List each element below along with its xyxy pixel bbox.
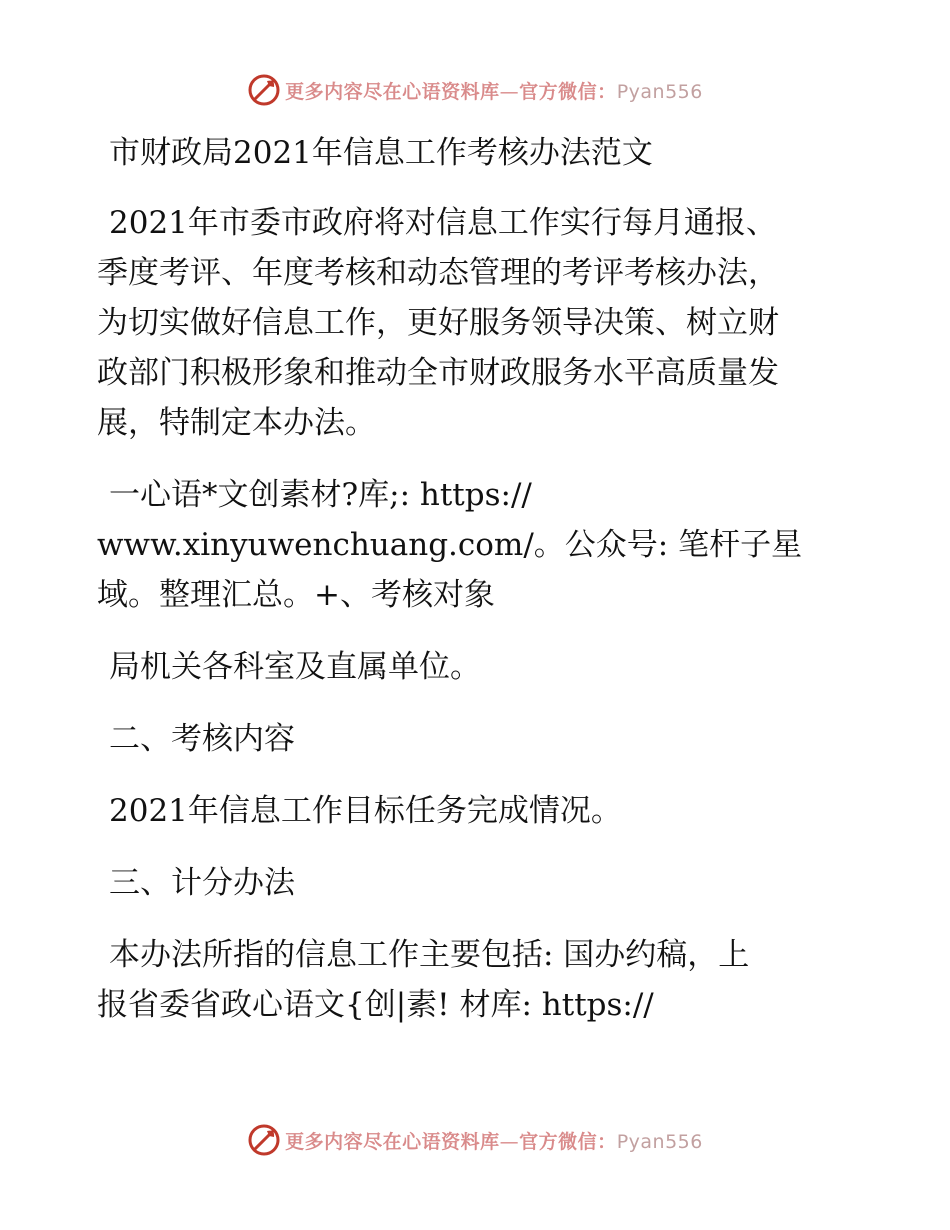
banner-text bbox=[285, 77, 703, 104]
banner-official-label: 官方微信： bbox=[519, 80, 617, 103]
intro-line: 季度考评、年度考核和动态管理的考评考核办法， bbox=[97, 255, 779, 291]
document-title: 市财政局2021年信息工作考核办法范文 bbox=[109, 135, 653, 171]
intro-line: 展，特制定本办法。 bbox=[97, 405, 376, 441]
section3-line: 本办法所指的信息工作主要包括: 国办约稿，上 bbox=[109, 937, 750, 973]
quill-logo-icon bbox=[247, 1123, 281, 1157]
header-banner bbox=[0, 70, 950, 110]
promo-line: www.xinyuwenchuang.com/。公众号: 笔杆子星 bbox=[97, 527, 803, 563]
intro-paragraph bbox=[97, 198, 857, 448]
promo-line: 一心语*文创素材?库;: https:// bbox=[109, 477, 532, 513]
banner-separator: — bbox=[499, 1130, 520, 1153]
intro-line: 政部门积极形象和推动全市财政服务水平高质量发 bbox=[97, 355, 779, 391]
intro-line: 2021年市委市政府将对信息工作实行每月通报、 bbox=[109, 205, 777, 241]
banner-main-text: 更多内容尽在心语资料库 bbox=[285, 80, 500, 103]
banner-wechat-id: Pyan556 bbox=[616, 80, 703, 103]
banner-main-text: 更多内容尽在心语资料库 bbox=[285, 1130, 500, 1153]
intro-line: 为切实做好信息工作，更好服务领导决策、树立财 bbox=[97, 305, 779, 341]
promo-line: 域。整理汇总。+、考核对象 bbox=[97, 577, 495, 613]
section2-heading: 二、考核内容 bbox=[109, 721, 295, 757]
banner-separator: — bbox=[499, 80, 520, 103]
banner-official-label: 官方微信： bbox=[519, 1130, 617, 1153]
document-body bbox=[97, 120, 857, 1030]
section3-heading: 三、计分办法 bbox=[109, 865, 295, 901]
banner-wechat-id: Pyan556 bbox=[616, 1130, 703, 1153]
section2-text: 2021年信息工作目标任务完成情况。 bbox=[109, 793, 622, 829]
promo-paragraph bbox=[97, 470, 857, 620]
quill-logo-icon bbox=[247, 73, 281, 107]
target-text: 局机关各科室及直属单位。 bbox=[109, 649, 481, 685]
banner-text bbox=[285, 1127, 703, 1154]
section3-line: 报省委省政心语文{创|素! 材库: https:// bbox=[97, 987, 654, 1023]
section3-paragraph bbox=[97, 930, 857, 1030]
footer-banner bbox=[0, 1120, 950, 1160]
